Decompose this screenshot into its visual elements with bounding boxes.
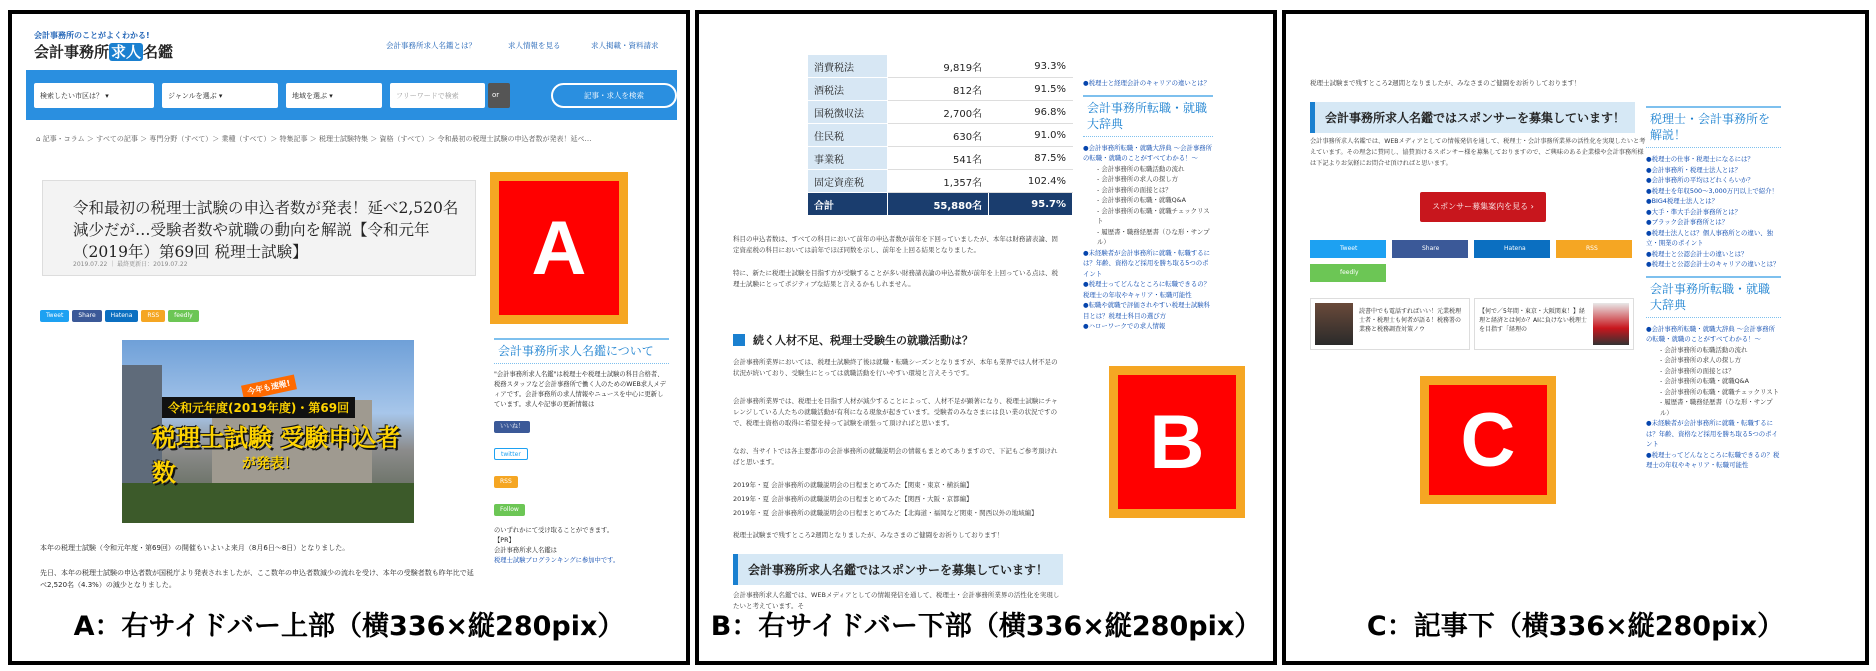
sidebar-link[interactable]: ●未経験者が会計事務所に就職・転職するには？年齢、資格など採用を勝ち取る5つのポイント: [1646, 419, 1778, 448]
article-date: 2019.07.22 ｜ 最終更新日：2019.07.22: [73, 261, 188, 268]
article-body-1: 本年の税理士試験（令和元年度・第69回）の開催もいよいよ来月（8月6日〜8日）となりました。: [40, 544, 350, 552]
facebook-share-button[interactable]: Share: [72, 310, 101, 322]
paragraph-4: 会計事務所業界では、税理士を目指す人材が減少することによって、人材不足が顕著になり、税理士試験にチャレンジしている人たちの就職活動が有利になる現象が起きています。受験者のみなさまには良い業の状況ですので、税理士資格の取得に希望を持って試験を頑張って頂ければと思います。: [733, 397, 1058, 427]
select-city[interactable]: 検索したい市区は？ ▾: [34, 83, 154, 108]
search-bar: [26, 70, 677, 120]
rss-button[interactable]: RSS: [1556, 240, 1632, 258]
breadcrumb: ⌂ 記事・コラム ＞ すべての記事 ＞ 専門分野（すべて）＞ 業種（すべて）＞ 特集記事 ＞ 税理士試験特集 ＞ 資格（すべて）＞ 令和最初の税理士試験の申込者数が発表！延べ…: [36, 135, 592, 143]
card-title: 【何で／5年間・東京・大阪関東！】経理と経済とは何か？AIに負けない税理士を目指す「経理の: [1479, 308, 1587, 333]
table-row: 固定資産税 1,357名 102.4%: [808, 170, 1073, 193]
sidebar-link[interactable]: - 履歴書・職務経歴書（ひな形・サンプル）: [1097, 227, 1210, 246]
article-title: 令和最初の税理士試験の申込者数が発表！延べ2,520名減少だが…受験者数や就職の動向を解説【令和元年（2019年）第69回 税理士試験】: [73, 199, 459, 261]
feedly-follow[interactable]: Follow: [494, 504, 525, 516]
home-icon[interactable]: ⌂: [36, 135, 41, 143]
card-thumbnail: [1593, 303, 1629, 345]
caption-b: B：右サイドバー下部（横336×縦280pix）: [710, 611, 1262, 642]
keyword-input[interactable]: フリーワードで検索: [390, 83, 485, 108]
table-total-row: 合計 55,880名 95.7%: [808, 193, 1073, 216]
feedly-button[interactable]: feedly: [168, 310, 199, 322]
article-body-2: 先日、本年の税理士試験の申込者数が国税庁より発表されましたが、ここ数年の申込者数減少の流れを受け、本年の受験者数も昨年比で延べ2,520名（4.3%）の減少となりました。: [40, 569, 474, 589]
sidebar-link[interactable]: ●ハローワークでの求人情報: [1083, 322, 1166, 330]
sidebar-link[interactable]: - 会計事務所の転職活動の流れ: [1097, 164, 1185, 173]
sidebar-link[interactable]: - 会計事務所の求人の探し方: [1097, 175, 1179, 183]
caption-c: C：記事下（横336×縦280pix）: [1366, 611, 1785, 642]
blog-ranking-link[interactable]: 税理士試験ブログランキングに参加中です。: [494, 557, 620, 564]
sidebar-c: [1646, 106, 1781, 471]
closing-text: 税理士試験まで残すところ2週間となりましたが、みなさまのご健闘をお祈りしております！: [1310, 79, 1581, 87]
sidebar-about-heading: 会計事務所求人名鑑について: [494, 338, 669, 364]
tweet-button[interactable]: Tweet: [40, 310, 69, 322]
sidebar-link[interactable]: - 会計事務所の求人の探し方: [1660, 356, 1742, 364]
select-genre[interactable]: ジャンルを選ぶ ▾: [162, 83, 278, 108]
share-buttons: [40, 302, 202, 322]
related-article-card[interactable]: [1310, 298, 1470, 350]
sidebar-link[interactable]: - 履歴書・職務経歴書（ひな形・サンプル）: [1660, 398, 1773, 417]
pr-text: 会計事務所求人名鑑は: [494, 547, 557, 554]
sidebar-about-text2: のいずれかにて受け取ることができます。: [494, 527, 614, 534]
site-tagline: 会計事務所のことがよくわかる!: [34, 31, 150, 40]
paragraph-6: 税理士試験まで残すところ2週間となりましたが、みなさまのご健闘をお祈りしております！: [733, 531, 1004, 539]
sidebar-link[interactable]: - 会計事務所の転職・就職Q&A: [1660, 377, 1750, 385]
sidebar-explain-heading: 税理士・会計事務所を解説！: [1646, 106, 1781, 148]
sidebar-dictionary-heading: 会計事務所転職・就職大辞典: [1646, 276, 1781, 318]
sidebar-link[interactable]: ●税理士ってどんなところに転職できるの？税理士の年収やキャリア・転職可能性: [1083, 280, 1210, 299]
hatena-button[interactable]: Hatena: [1474, 240, 1550, 258]
table-row: 事業税 541名 87.5%: [808, 147, 1073, 170]
sidebar-link[interactable]: ●会計事務所転職・就職大辞典 〜会計事務所の転職・就職のことがすべてわかる！〜: [1646, 324, 1776, 343]
sidebar-link[interactable]: ●転職や就職で評価されやすい税理士試験科目とは？税理士科目の選び方: [1083, 301, 1210, 320]
sponsor-info-button[interactable]: スポンサー募集案内を見る ›: [1420, 192, 1546, 222]
sidebar-link[interactable]: ●税理士法人とは？個人事務所との違い、独立・開業のポイント: [1646, 228, 1773, 247]
card-thumbnail: [1315, 303, 1353, 345]
sidebar-link[interactable]: ●税理士を年収500〜3,000万円以上で紹介！: [1646, 186, 1778, 195]
seminar-link-2[interactable]: 2019年・夏 会計事務所の就職説明会の日程まとめてみた【関西・大阪・京都編】: [733, 495, 973, 503]
hero-badge: 今年も速報!: [241, 375, 297, 401]
site-header: [26, 22, 677, 70]
sidebar-link[interactable]: ●BIG4税理士法人とは？: [1646, 197, 1718, 205]
seminar-link-3[interactable]: 2019年・夏 会計事務所の就職説明会の日程まとめてみた【北海道・福岡など関東・関西以外の地域編】: [733, 509, 1038, 517]
sidebar-link[interactable]: - 会計事務所の転職・就職チェックリスト: [1660, 387, 1780, 396]
sponsor-heading: 会計事務所求人名鑑ではスポンサーを募集しています！: [733, 554, 1063, 585]
tweet-button[interactable]: Tweet: [1310, 240, 1386, 258]
hero-line1: 令和元年度(2019年度)・第69回: [162, 397, 355, 418]
paragraph-3: 会計事務所業界においては、税理士試験終了後は就職・転職シーズンとなりますが、本年も業界では人材不足の状況が続いており、受験生にとっては就職活動を行いやすい環境と言えそうです。: [733, 358, 1058, 377]
paragraph-1: 科目の申込者数は、すべての科目において前年の申込者数が前年を下回っていましたが、本年は財務諸表論、固定資産税の科目においては前年でほぼ同数を示し、前年を上回る結果となりました。: [733, 235, 1058, 254]
sidebar-link[interactable]: - 会計事務所の転職・就職Q&A: [1097, 196, 1187, 204]
pr-label: 【PR】: [494, 537, 515, 544]
sidebar-link[interactable]: ●税理士と公認会計士のキャリアの違いとは？: [1646, 260, 1780, 268]
applicants-table: [807, 54, 1073, 216]
caption-a: A：右サイドバー上部（横336×縦280pix）: [73, 611, 625, 642]
search-button[interactable]: 記事・求人を検索: [551, 83, 677, 108]
site-logo[interactable]: 会計事務所 求人 名鑑: [34, 43, 174, 61]
sidebar-link[interactable]: ●税理士と経理会計のキャリアの違いとは？: [1083, 79, 1210, 87]
sidebar-link[interactable]: ●税理士ってどんなところに転職できるの？税理士の年収やキャリア・転職可能性: [1646, 450, 1780, 469]
article-title-box: [42, 180, 476, 276]
seminar-link-1[interactable]: 2019年・夏 会計事務所の就職説明会の日程まとめてみた【関東・東京・横浜編】: [733, 481, 973, 489]
screenshot-c: [1300, 54, 1855, 554]
sidebar-link[interactable]: ●会計事務所・税理士法人とは？: [1646, 165, 1742, 174]
hero-line2: 税理士試験 受験申込者数: [152, 424, 401, 487]
ad-slot-a: A: [490, 172, 628, 324]
hero-image: [122, 340, 414, 523]
sidebar-link[interactable]: - 会計事務所の転職・就職チェックリスト: [1097, 206, 1210, 225]
sidebar-link[interactable]: ●大手・準大手会計事務所とは？: [1646, 207, 1742, 216]
ad-slot-b: B: [1109, 366, 1245, 518]
trees-shape: [122, 483, 414, 523]
paragraph-2: 特に、新たに税理士試験を目指す方が受験することが多い財務諸表論の申込者数が前年を上回っている点は、税理士試験にとってポジティブな結果と言えるかもしれません。: [733, 269, 1058, 288]
panel-b: [695, 10, 1277, 665]
sidebar-about-text: "会計事務所求人名鑑"は税理士や税理士試験の科目合格者、税務スタッフなど会計事務所で働く人のためのWEB求人メディアです。会計事務所の求人情報やニュースを中心に更新しています。求人や記事の更新情報は: [494, 371, 666, 408]
sidebar-about: [494, 332, 669, 566]
table-row: 国税徴収法 2,700名 96.8%: [808, 101, 1073, 124]
sidebar-link[interactable]: ●会計事務所転職・就職大辞典 〜会計事務所の転職・就職のことがすべてわかる！〜: [1083, 143, 1213, 162]
twitter-follow[interactable]: twitter: [494, 448, 528, 460]
sponsor-heading: 会計事務所求人名鑑ではスポンサーを募集しています！: [1310, 102, 1635, 133]
nav-about[interactable]: 会計事務所求人名鑑とは？: [386, 41, 476, 50]
or-label: or: [488, 83, 510, 108]
table-row: 住民税 630名 91.0%: [808, 124, 1073, 147]
paragraph-5: なお、当サイトでは各主要都市の会計事務所の就職説明会の情報もまとめてありますので、下記もご参考頂ければと思います。: [733, 447, 1058, 466]
sidebar-link[interactable]: ●ブラック会計事務所とは？: [1646, 218, 1729, 226]
feedly-button[interactable]: feedly: [1310, 264, 1386, 282]
ad-slot-c: C: [1420, 376, 1556, 504]
sidebar-dictionary-heading: 会計事務所転職・就職大辞典: [1083, 95, 1213, 137]
sidebar-link[interactable]: - 会計事務所の転職活動の流れ: [1660, 345, 1748, 354]
related-article-card[interactable]: [1474, 298, 1634, 350]
nav-listing[interactable]: 求人掲載・資料請求: [591, 41, 659, 50]
sponsor-paragraph: 会計事務所求人名鑑では、WEBメディアとしての情報発信を通して、税理士・会計事務所業界の活性化を実現したいと考えています。その理念に賛同し、協賛頂けるスポンサー様を募集しておりますので、ご興味のある企業様や会計事務所様は下記よりお気軽にお問合せ頂ければと思います。: [1310, 138, 1646, 167]
select-region[interactable]: 地域を選ぶ ▾: [286, 83, 382, 108]
panel-c: [1282, 10, 1869, 665]
sidebar-link[interactable]: ●税理士の仕事・税理士になるには？: [1646, 155, 1754, 163]
screenshot-b: [713, 54, 1263, 614]
sidebar-link[interactable]: - 会計事務所の面接とは？: [1097, 185, 1172, 194]
table-row: 消費税法 9,819名 93.3%: [808, 55, 1073, 78]
paragraph-7: 会計事務所求人名鑑では、WEBメディアとしての情報発信を通して、税理士・会計事務所業界の活性化を実現したいと考えています。そ: [733, 591, 1060, 610]
table-row: 酒税法 812名 91.5%: [808, 78, 1073, 101]
sidebar-link[interactable]: - 会計事務所の面接とは？: [1660, 366, 1735, 375]
like-button[interactable]: いいね！: [494, 421, 530, 433]
sidebar-link[interactable]: ●未経験者が会計事務所に就職・転職するには？年齢、資格など採用を勝ち取る5つのポイント: [1083, 248, 1210, 278]
section-heading: 続く人材不足、税理士受験生の就職活動は？: [733, 332, 973, 348]
rss-button[interactable]: RSS: [141, 310, 165, 322]
hatena-button[interactable]: Hatena: [105, 310, 139, 322]
facebook-share-button[interactable]: Share: [1392, 240, 1468, 258]
sidebar-link[interactable]: ●税理士と公認会計士の違いとは？: [1646, 249, 1748, 258]
card-title: 読書中でも電話すればいい！元業税理士者・税理士も何者が語る！税務署の業務と税務調査対策ノウ: [1359, 308, 1462, 333]
sidebar-b: [1083, 78, 1213, 332]
nav-jobs[interactable]: 求人情報を見る: [508, 41, 561, 50]
hero-line3: が発表！: [242, 456, 298, 472]
rss-subscribe[interactable]: RSS: [494, 476, 518, 488]
sidebar-link[interactable]: ●会計事務所の平均はどれくらいか？: [1646, 176, 1754, 184]
panel-a: [8, 10, 690, 665]
